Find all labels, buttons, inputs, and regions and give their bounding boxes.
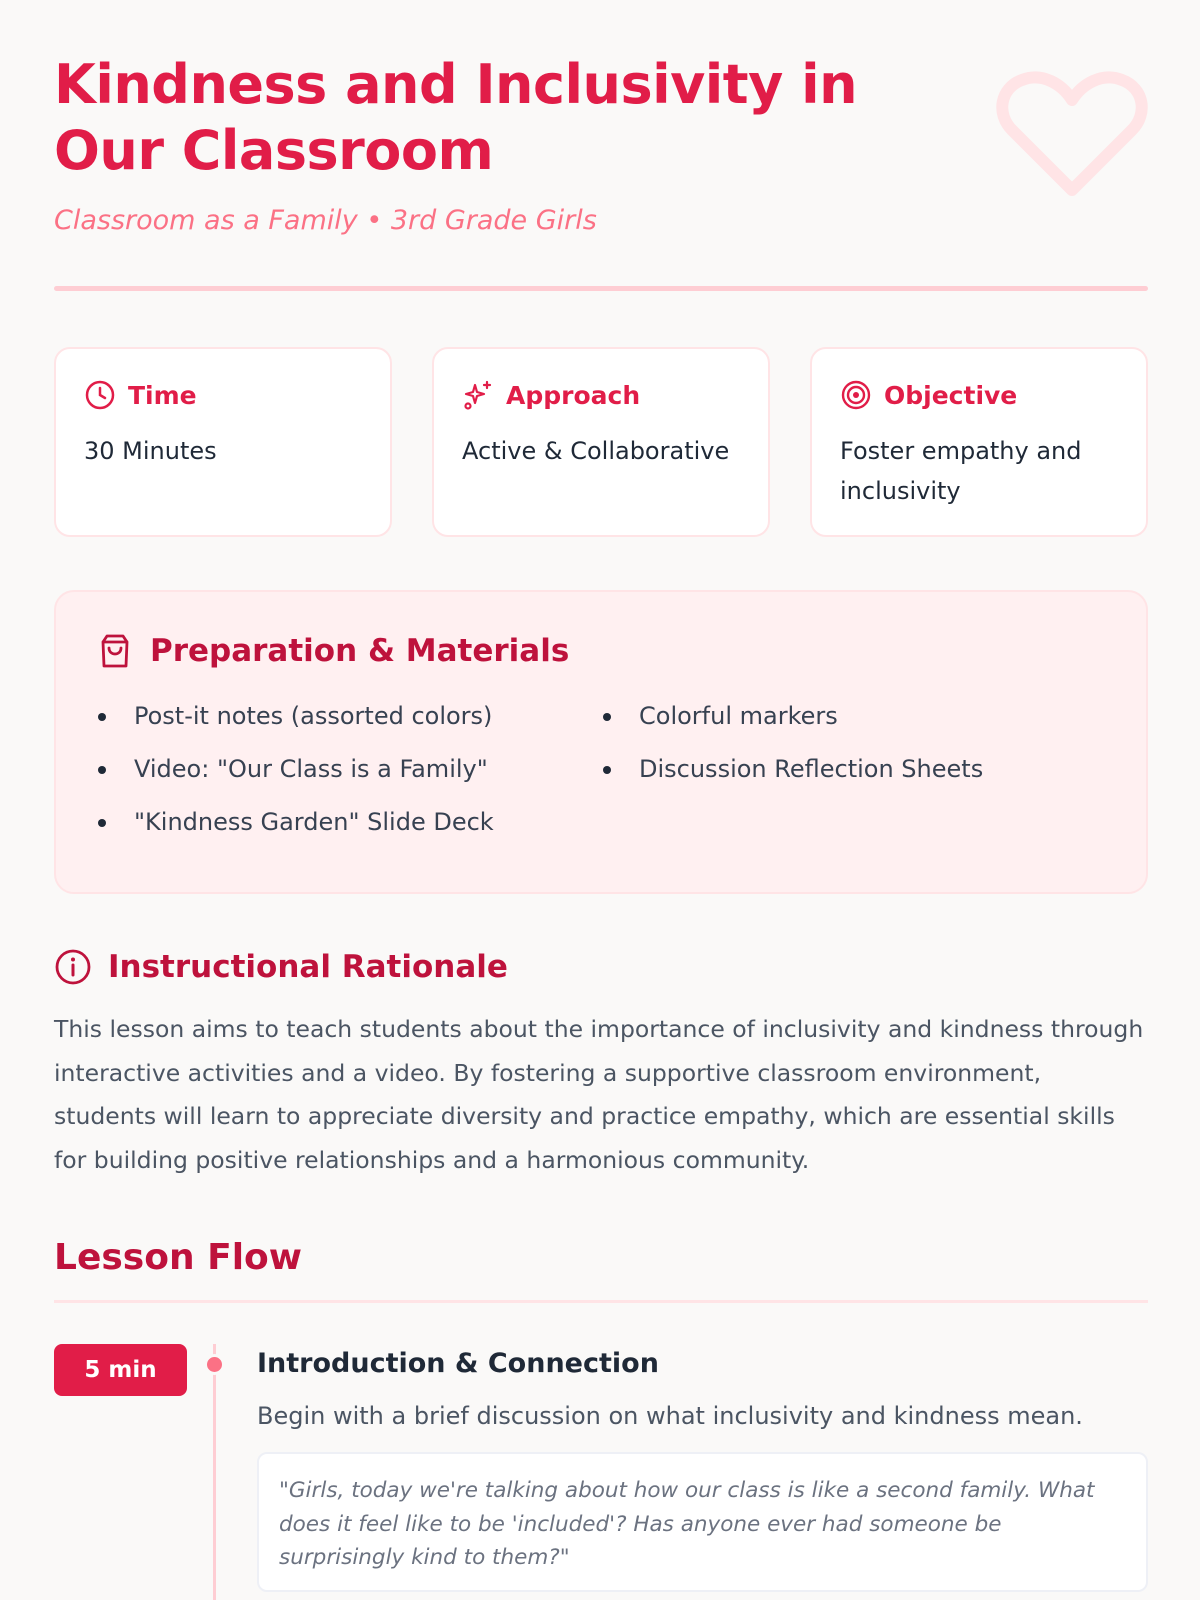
card-objective [810, 347, 1148, 537]
materials-panel [54, 590, 1148, 894]
materials-list-right [601, 700, 1106, 859]
timeline-line [213, 1344, 216, 1600]
lesson-flow-title: Lesson Flow [54, 1237, 303, 1278]
flow-step [54, 1344, 1148, 1600]
step-title: Introduction & Connection [257, 1348, 659, 1379]
rationale-text: This lesson aims to teach students about the importance of inclusivity and kindness through interactive activities and a video. By fostering a supportive classroom environment, students will learn to appreciate diversity and practice empathy, which are essential skills for building positive relationships and a harmonious community. [54, 1015, 1144, 1174]
card-time-value: 30 Minutes [84, 437, 217, 465]
materials-list-left [96, 700, 601, 859]
card-approach-value: Active & Collaborative [462, 437, 730, 465]
list-item: Colorful markers [601, 700, 1106, 753]
lesson-flow-divider [54, 1300, 1148, 1303]
card-objective-label: Objective [884, 380, 1018, 410]
sparkles-icon [462, 379, 494, 411]
list-item: Discussion Reflection Sheets [601, 753, 1106, 806]
clock-icon [84, 379, 116, 411]
heart-icon [996, 70, 1148, 202]
time-badge: 5 min [54, 1344, 187, 1396]
lesson-plan-page [54, 0, 1148, 1570]
list-item: Post-it notes (assorted colors) [96, 700, 601, 753]
materials-title: Preparation & Materials [150, 633, 570, 669]
page-title: Kindness and Inclusivity in Our Classroom [54, 53, 858, 182]
rationale-title: Instructional Rationale [108, 949, 508, 985]
list-item: Video: "Our Class is a Family" [96, 753, 601, 806]
card-time-label: Time [128, 380, 197, 410]
page-subtitle: Classroom as a Family • 3rd Grade Girls [54, 205, 597, 236]
target-icon [840, 379, 872, 411]
header [54, 0, 1148, 300]
list-item: "Kindness Garden" Slide Deck [96, 806, 601, 859]
timeline-dot [204, 1354, 225, 1375]
header-divider [54, 286, 1148, 291]
step-description: Begin with a brief discussion on what inclusivity and kindness mean. [257, 1402, 1083, 1430]
card-time [54, 347, 392, 537]
card-objective-value: Foster empathy and inclusivity [840, 437, 1082, 505]
info-icon [54, 948, 92, 986]
shopping-bag-icon [96, 632, 134, 670]
card-approach [432, 347, 770, 537]
info-cards [54, 347, 1148, 537]
rationale-section [54, 948, 1148, 1182]
card-approach-label: Approach [506, 380, 641, 410]
step-quote: "Girls, today we're talking about how our class is like a second family. What does it feel like to be 'included'? Has anyone ever had someone be surprisingly kind to them?" [257, 1452, 1148, 1592]
